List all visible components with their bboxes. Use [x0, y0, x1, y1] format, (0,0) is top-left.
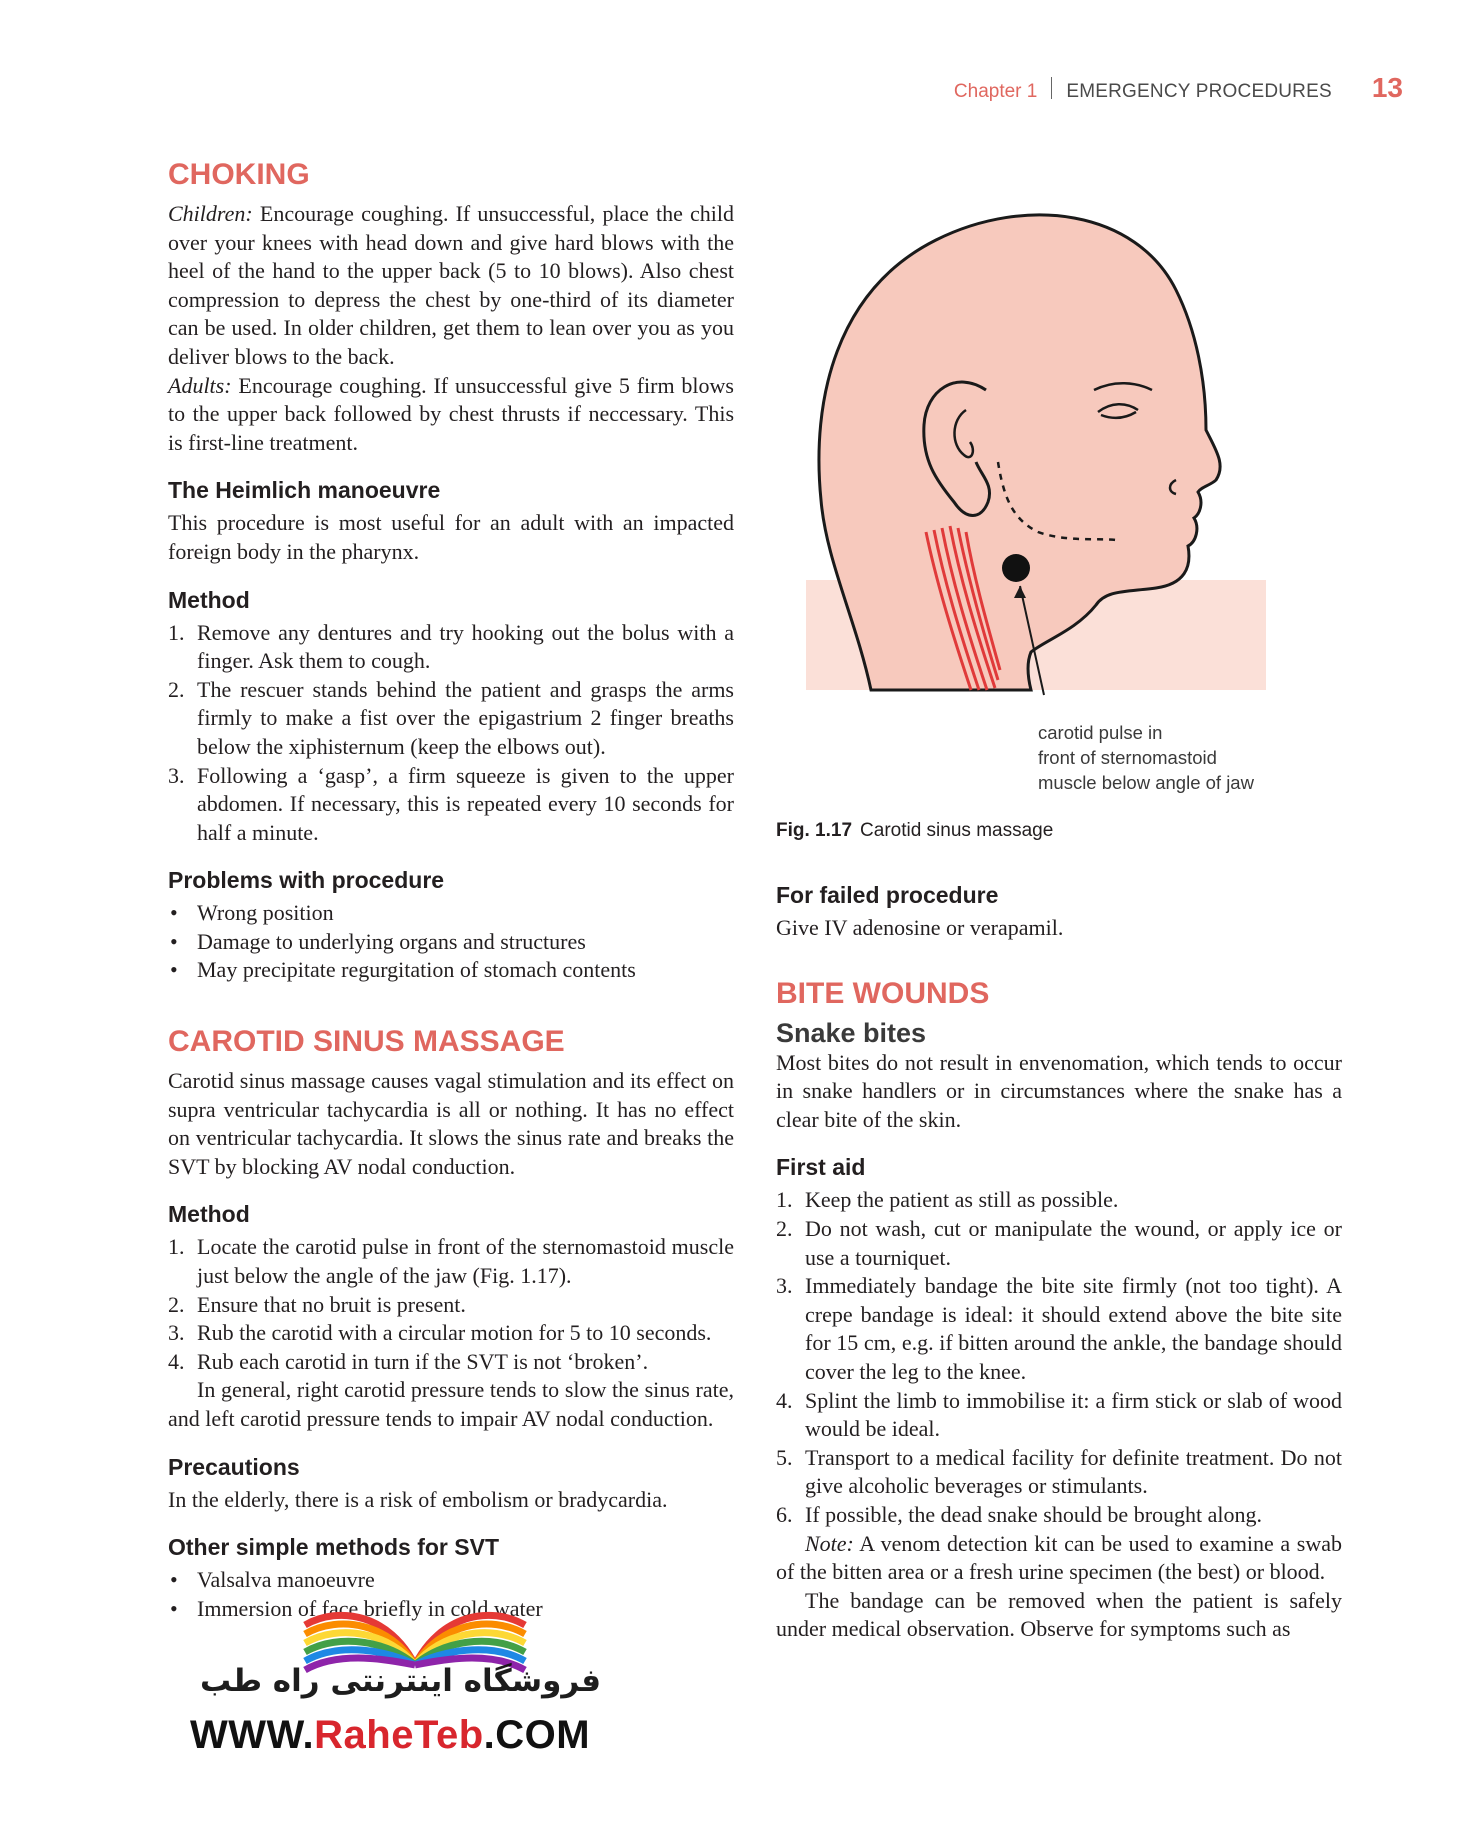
section-title-choking: CHOKING — [168, 158, 310, 191]
heimlich-paragraph: This procedure is most useful for an adult with an impacted foreign body in the pharynx. — [168, 510, 734, 564]
figure-carotid-sinus — [776, 180, 1342, 880]
heading-heimlich: The Heimlich manoeuvre — [168, 477, 441, 504]
heading-method: Method — [168, 586, 250, 613]
chapter-label: Chapter 1 — [953, 81, 1038, 102]
item-text: If possible, the dead snake should be brought along. — [805, 1501, 1263, 1527]
item-number: 1. — [776, 1187, 793, 1213]
carotid-pulse-marker — [1002, 554, 1030, 582]
header-divider — [1051, 77, 1052, 99]
item-number: 6. — [776, 1501, 793, 1527]
watermark-url — [190, 1713, 590, 1758]
item-text: Immediately bandage the bite site firmly (not too tight). A crepe bandage is ideal: it should extend above the bite site for 15 cm, e.g. if bitten around the ankle, the bandage should cover the leg to the knee. — [805, 1273, 1342, 1384]
section-title-bite-wounds: BITE WOUNDS — [776, 976, 990, 1010]
list-item: • Damage to underlying organs and structures — [168, 928, 734, 957]
item-text: Rub each carotid in turn if the SVT is not ‘broken’. — [197, 1348, 649, 1374]
item-text: Do not wash, cut or manipulate the wound, or apply ice or use a tourniquet. — [805, 1215, 1342, 1270]
item-text: Remove any dentures and try hooking out the bolus with a finger. Ask them to cough. — [197, 619, 734, 674]
figure-caption-text: Carotid sinus massage — [860, 820, 1054, 841]
item-text: Rub the carotid with a circular motion for 5 to 10 seconds. — [197, 1320, 712, 1346]
url-brand: RaheTeb — [314, 1713, 484, 1757]
list-item — [776, 1501, 1342, 1530]
snake-bites-paragraph: Most bites do not result in envenomation, which tends to occur in snake handlers or in circumstances where the snake has a clear bite of the skin. — [776, 1049, 1342, 1132]
item-number: 1. — [168, 619, 185, 645]
item-text: Following a ‘gasp’, a firm squeeze is given to the upper abdomen. If necessary, this is repeated every 10 seconds for half a minute. — [197, 762, 734, 845]
list-item — [776, 1215, 1342, 1272]
heading-method-carotid: Method — [168, 1201, 250, 1228]
list-item — [168, 762, 734, 848]
page-number: 13 — [1371, 72, 1403, 103]
heading-problems: Problems with procedure — [168, 867, 445, 894]
list-item: • Valsalva manoeuvre — [168, 1566, 734, 1595]
item-text: The rescuer stands behind the patient and grasps the arms firmly to make a fist over the epigastrium 2 finger breaths below the xiphisternum (keep the elbows out). — [197, 676, 734, 759]
list-item: • Wrong position — [168, 899, 734, 928]
item-text: Locate the carotid pulse in front of the sternomastoid muscle just below the angle of the jaw (Fig. 1.17). — [197, 1234, 734, 1289]
list-item — [776, 1444, 1342, 1501]
list-item — [168, 676, 734, 762]
list-item — [776, 1186, 1342, 1215]
annotation-line: muscle below angle of jaw — [1038, 772, 1254, 793]
raheteb-watermark — [190, 1585, 640, 1785]
choking-children-paragraph — [168, 200, 734, 372]
note-paragraph — [776, 1530, 1342, 1587]
list-item — [168, 1319, 734, 1348]
heading-snake-bites: Snake bites — [776, 1017, 927, 1048]
running-header — [954, 72, 1403, 104]
adults-text: Encourage coughing. If unsuccessful give 5 firm blows to the upper back followed by chest thrusts if neccessary. This is first-line treatment. — [168, 372, 734, 455]
list-item: • May precipitate regurgitation of stomach contents — [168, 956, 734, 985]
choking-adults-paragraph — [168, 372, 734, 458]
book-logo-icon — [190, 1585, 640, 1675]
url-suffix: .COM — [483, 1713, 591, 1757]
problems-list — [168, 899, 734, 985]
figure-annotation — [1038, 720, 1254, 795]
item-number: 1. — [168, 1234, 185, 1260]
list-item — [168, 619, 734, 676]
item-number: 3. — [168, 1320, 185, 1346]
heading-failed-procedure: For failed procedure — [776, 882, 999, 908]
left-column — [168, 158, 734, 1623]
list-item: • Immersion of face briefly in cold water — [168, 1595, 734, 1624]
heimlich-method-list — [168, 619, 734, 848]
item-number: 5. — [776, 1444, 793, 1470]
item-number: 2. — [168, 676, 185, 702]
bandage-paragraph: The bandage can be removed when the patient is safely under medical observation. Observe for symptoms such as — [776, 1587, 1342, 1642]
item-number: 3. — [168, 762, 185, 788]
item-number: 3. — [776, 1273, 793, 1299]
note-text: A venom detection kit can be used to examine a swab of the bitten area or a fresh urine specimen (the best) or blood. — [776, 1530, 1342, 1585]
annotation-line: front of sternomastoid — [1038, 747, 1217, 768]
first-aid-list — [776, 1186, 1342, 1529]
carotid-method-list — [168, 1233, 734, 1376]
precautions-paragraph: In the elderly, there is a risk of embolism or bradycardia. — [168, 1486, 668, 1512]
annotation-line: carotid pulse in — [1038, 722, 1163, 743]
item-number: 4. — [168, 1348, 185, 1374]
item-text: Keep the patient as still as possible. — [805, 1187, 1119, 1213]
item-text: Ensure that no bruit is present. — [197, 1291, 466, 1317]
chapter-title: EMERGENCY PROCEDURES — [1066, 81, 1332, 102]
list-item — [776, 1272, 1342, 1386]
item-text: Splint the limb to immobilise it: a firm stick or slab of wood would be ideal. — [805, 1387, 1342, 1442]
item-text: Transport to a medical facility for definite treatment. Do not give alcoholic beverages or stimulants. — [805, 1444, 1342, 1499]
carotid-paragraph: Carotid sinus massage causes vagal stimulation and its effect on supra ventricular tachycardia is all or nothing. It has no effect on ventricular tachycardia. It slows the sinus rate and breaks the SVT by blocking AV nodal conduction. — [168, 1068, 734, 1179]
url-prefix: WWW. — [190, 1713, 315, 1757]
section-title-carotid: CAROTID SINUS MASSAGE — [168, 1025, 565, 1059]
children-text: Encourage coughing. If unsuccessful, place the child over your knees with head down and give hard blows with the heel of the hand to the upper back (5 to 10 blows). Also chest compression to depress the chest by one-third of its diameter can be used. In older children, get them to lean over you as you deliver blows to the back. — [168, 201, 734, 369]
list-item — [168, 1291, 734, 1320]
figure-caption — [776, 820, 1053, 842]
item-number: 4. — [776, 1387, 793, 1413]
note-lead: Note: — [805, 1530, 854, 1556]
failed-procedure-paragraph: Give IV adenosine or verapamil. — [776, 915, 1064, 940]
heading-precautions: Precautions — [168, 1453, 300, 1480]
watermark-persian-text: فروشگاه اینترنتی راه طب — [200, 1663, 601, 1699]
item-number: 2. — [776, 1215, 793, 1241]
list-item — [776, 1387, 1342, 1444]
list-item — [168, 1233, 734, 1290]
right-column — [776, 180, 1342, 1644]
list-item — [168, 1348, 734, 1377]
heading-other-methods: Other simple methods for SVT — [168, 1534, 499, 1561]
item-number: 2. — [168, 1291, 185, 1317]
carotid-general-paragraph: In general, right carotid pressure tends to slow the sinus rate, and left carotid pressure tends to impair AV nodal conduction. — [168, 1377, 734, 1431]
adults-lead: Adults: — [168, 372, 232, 398]
figure-label: Fig. 1.17 — [776, 820, 853, 841]
children-lead: Children: — [168, 201, 253, 226]
heading-first-aid: First aid — [776, 1154, 866, 1181]
